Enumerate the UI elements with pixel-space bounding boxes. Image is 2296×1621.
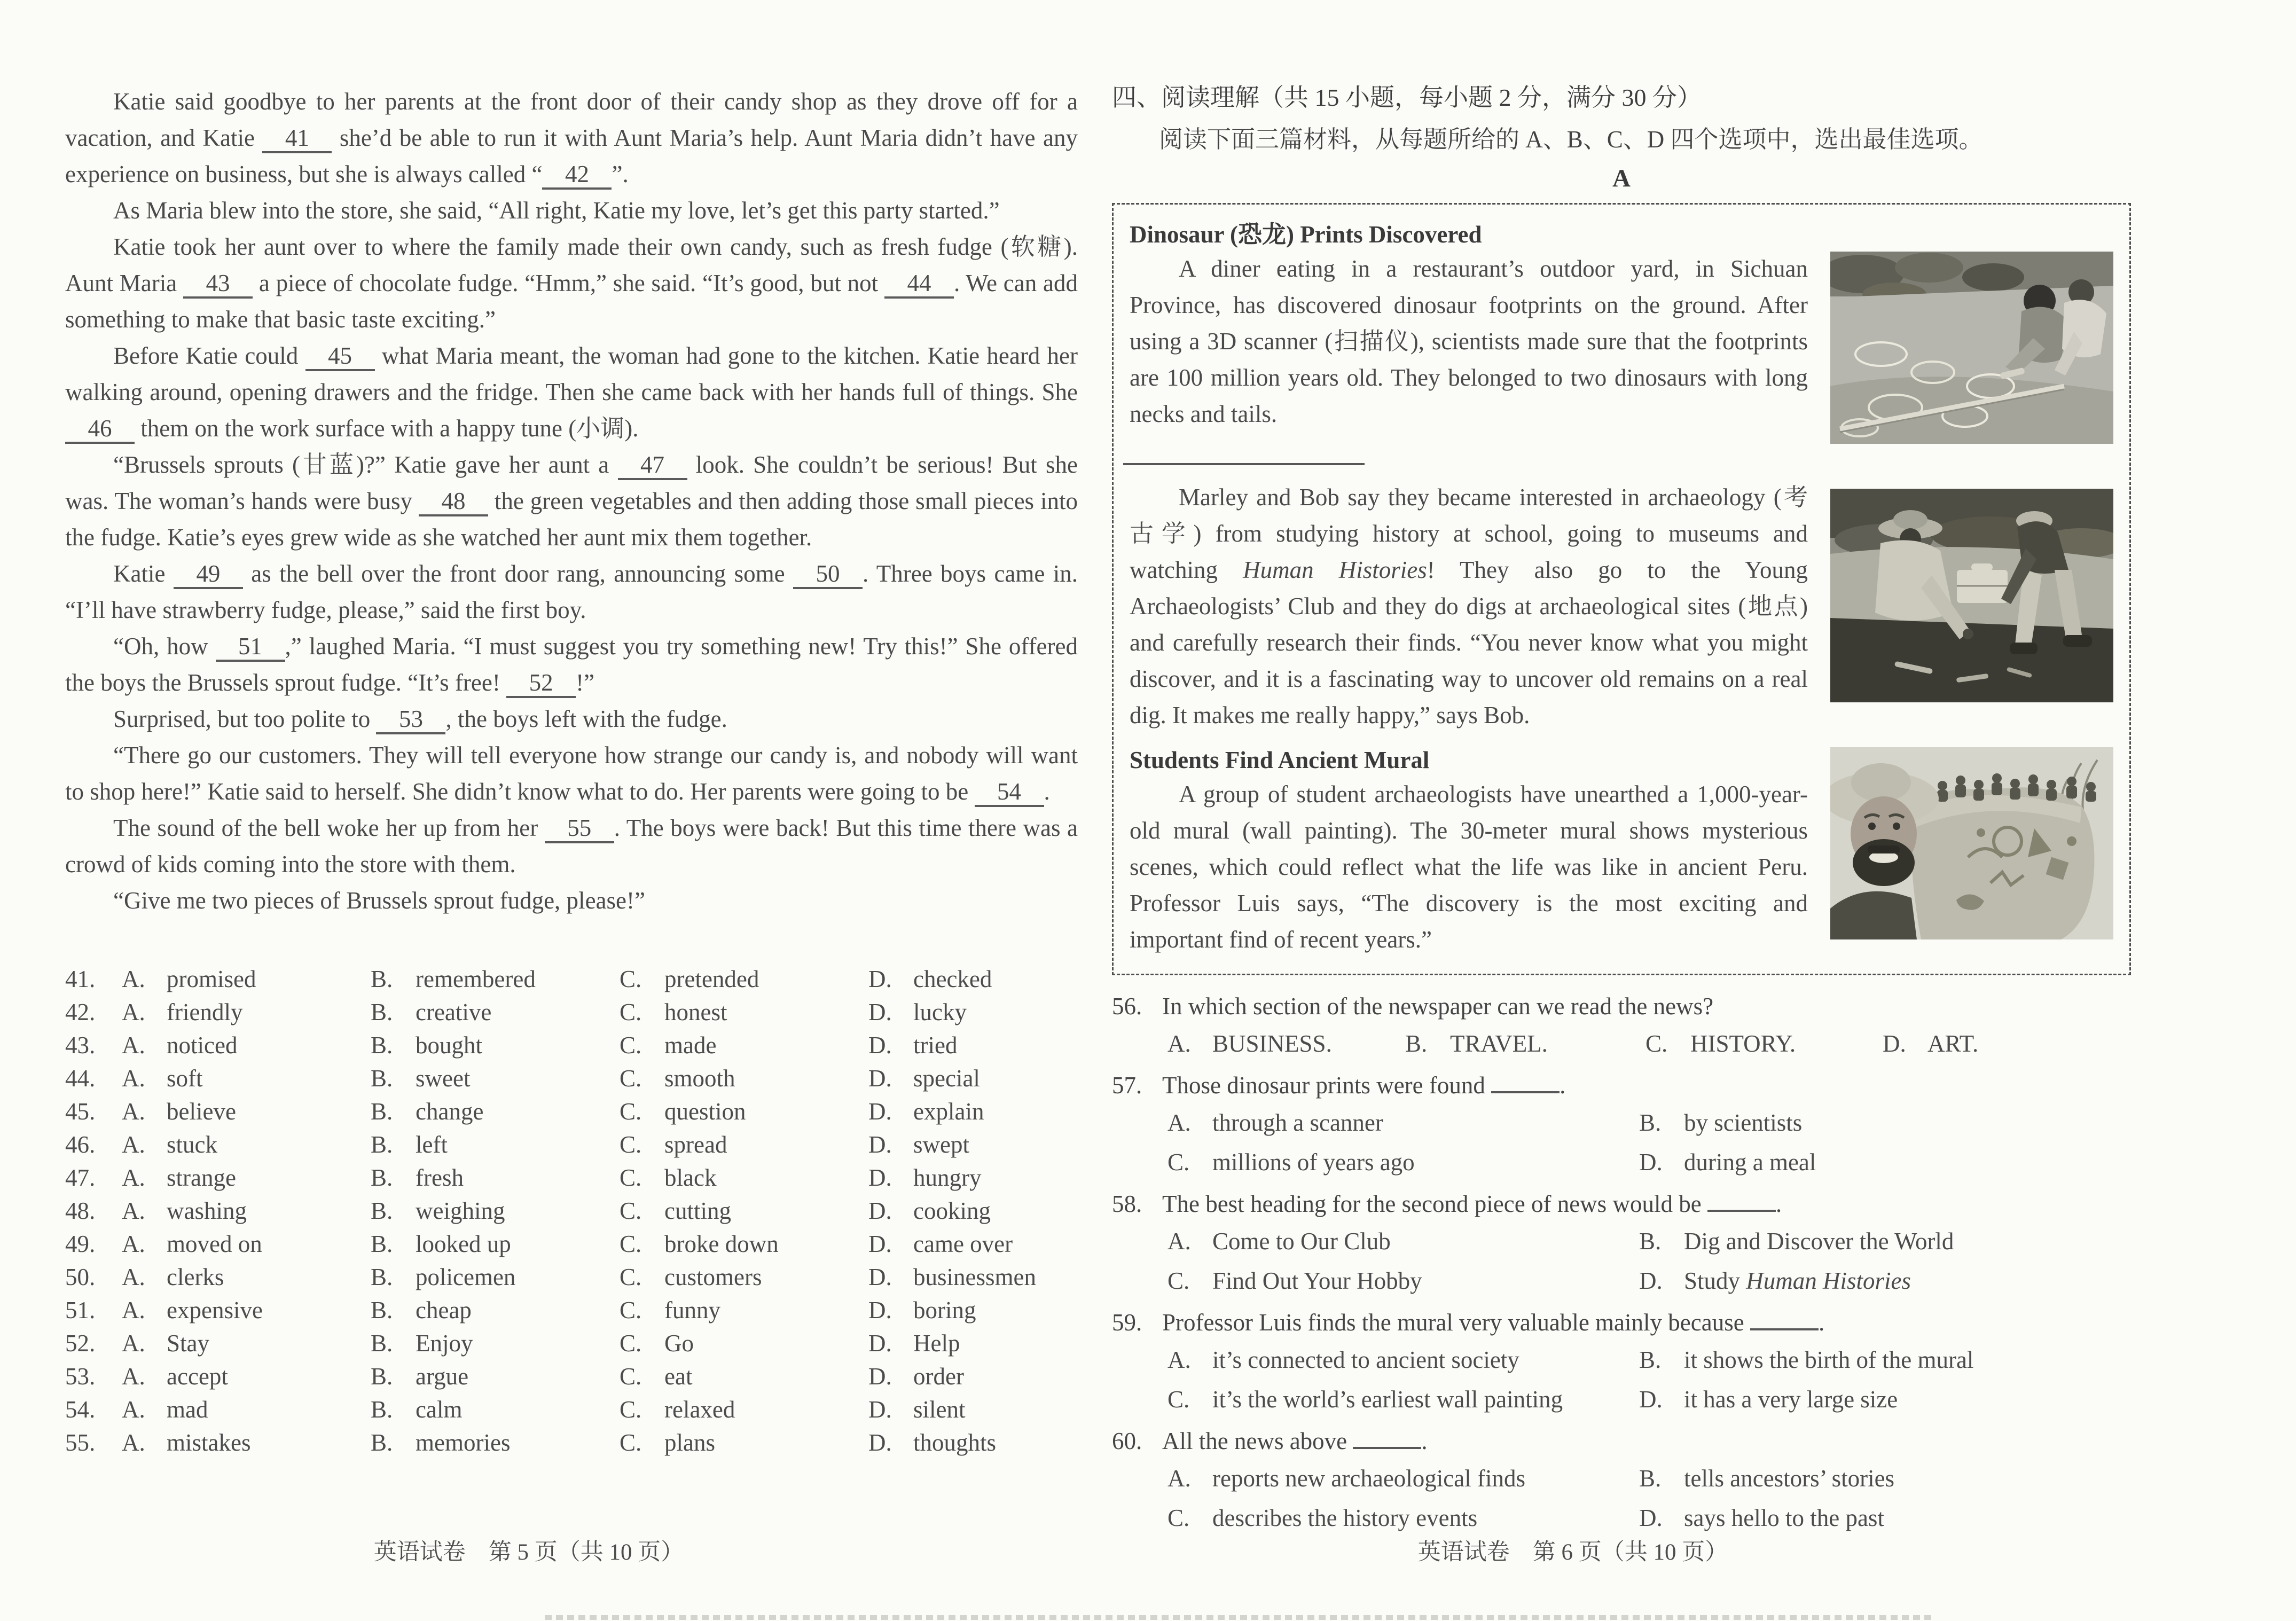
option-41-D: D. checked	[868, 962, 1078, 996]
option-43-A: A. noticed	[122, 1029, 371, 1062]
option-53-C: C. eat	[620, 1360, 868, 1393]
option-letter: B.	[1639, 1465, 1662, 1492]
option-letter: C.	[1167, 1149, 1190, 1176]
option-letter: B.	[371, 1032, 393, 1059]
option-53-D: D. order	[868, 1360, 1078, 1393]
option-row-53	[65, 1360, 1078, 1393]
option-letter: D.	[868, 1297, 892, 1324]
option-48-A: A. washing	[122, 1194, 371, 1227]
option-row-41	[65, 962, 1078, 996]
option-letter: C.	[620, 1032, 642, 1059]
option-letter: D.	[868, 1264, 892, 1290]
article-marley-bob	[1130, 479, 2113, 733]
section-title: 四、阅读理解（共 15 小题，每小题 2 分，满分 30 分）	[1112, 84, 1702, 111]
option-58-D: D. Study Human Histories	[1639, 1264, 2131, 1298]
option-letter: D.	[868, 1131, 892, 1158]
option-55-C: C. plans	[620, 1426, 868, 1459]
option-letter: A.	[122, 1065, 145, 1092]
option-row-51	[65, 1294, 1078, 1327]
article-dinosaur-prints	[1130, 218, 2113, 444]
question-59	[1112, 1305, 2131, 1416]
option-row-50	[65, 1260, 1078, 1294]
option-56-B: B. TRAVEL.	[1405, 1027, 1645, 1061]
option-letter: B.	[371, 1330, 393, 1357]
option-letter: A.	[122, 1396, 145, 1423]
option-57-C: C. millions of years ago	[1167, 1145, 1639, 1179]
option-42-D: D. lucky	[868, 996, 1078, 1029]
option-letter: A.	[122, 1131, 145, 1158]
option-number: 50.	[65, 1264, 96, 1290]
article-text-marley-bob: Marley and Bob say they became interested in archaeology (考古学) from studying history at school, going to museums and watching Human Histories! They also go to the Young Archaeologists’ Club and they do digs at archaeological sites (地点) and carefully research their finds. “You never know what you might discover, and it is a fascinating way to uncover old remains on a real dig. It makes me really happy,” says Bob.	[1130, 484, 1808, 729]
option-letter: C.	[620, 1363, 642, 1390]
right-page-footer: 英语试卷 第 6 页（共 10 页）	[1417, 1540, 1728, 1565]
option-53-A: A. accept	[122, 1360, 371, 1393]
option-number: 45.	[65, 1098, 96, 1125]
missing-heading-line	[1123, 463, 1365, 465]
option-42-A: A. friendly	[122, 996, 371, 1029]
answer-blank	[1707, 1188, 1776, 1212]
excavation-dig-photo	[1830, 489, 2113, 702]
cloze-passage	[65, 83, 1078, 919]
question-58	[1112, 1187, 2131, 1298]
cloze-paragraph: Katie took her aunt over to where the family made their own candy, such as fresh fudge (软糖). Aunt Maria 43 a piece of chocolate fudge. “Hmm,” she said. “It’s good, but not 44 . We can add something to make that basic taste exciting.”	[65, 233, 1078, 333]
option-letter: C.	[1645, 1030, 1668, 1057]
option-50-D: D. businessmen	[868, 1260, 1078, 1294]
question-options-60	[1112, 1461, 2131, 1535]
option-letter: C.	[620, 1065, 642, 1092]
option-letter: C.	[620, 1429, 642, 1456]
option-letter: D.	[868, 1164, 892, 1191]
option-letter: C.	[1167, 1267, 1190, 1294]
option-letter: C.	[620, 966, 642, 992]
option-letter: B.	[1639, 1346, 1662, 1373]
option-59-C: C. it’s the world’s earliest wall painting	[1167, 1382, 1639, 1416]
cloze-paragraph: Before Katie could 45 what Maria meant, the woman had gone to the kitchen. Katie heard her walking around, opening drawers and the fridge. Then she came back with her hands full of things. She 46 them on the work surface with a happy tune (小调).	[65, 338, 1078, 447]
option-number: 46.	[65, 1131, 96, 1158]
option-letter: B.	[371, 1231, 393, 1257]
section-instructions: 阅读下面三篇材料，从每题所给的 A、B、C、D 四个选项中，选出最佳选项。	[1159, 126, 1983, 153]
option-row-48	[65, 1194, 1078, 1227]
article-ancient-mural	[1130, 744, 2113, 958]
option-54-A: A. mad	[122, 1393, 371, 1426]
right-page	[1112, 79, 2131, 1535]
option-letter: D.	[868, 1363, 892, 1390]
option-letter: B.	[371, 1297, 393, 1324]
option-letter: C.	[620, 1297, 642, 1324]
option-letter: A.	[122, 1098, 145, 1125]
option-49-B: B. looked up	[371, 1227, 620, 1260]
option-45-B: B. change	[371, 1095, 620, 1128]
dinosaur-footprints-photo	[1830, 252, 2113, 444]
option-59-A: A. it’s connected to ancient society	[1167, 1343, 1639, 1377]
option-55-D: D. thoughts	[868, 1426, 1078, 1459]
question-options-57	[1112, 1106, 2131, 1179]
option-letter: C.	[620, 1197, 642, 1224]
option-row-47	[65, 1161, 1078, 1194]
cloze-paragraph: “Oh, how 51 ,” laughed Maria. “I must suggest you try something new! Try this!” She offered the boys the Brussels sprout fudge. “It’s free! 52 !”	[65, 628, 1078, 701]
article-text-mural: A group of student archaeologists have unearthed a 1,000-year-old mural (wall painting). The 30-meter mural shows mysterious scenes, which could reflect what the life was like in ancient Peru. Professor Luis says, “The discovery is the most exciting and important find of recent years.”	[1130, 781, 1808, 953]
cloze-blank-47: 47	[618, 451, 687, 480]
mural-selfie-photo-image	[1830, 747, 2113, 939]
question-text-57: 57. Those dinosaur prints were found .	[1112, 1068, 2131, 1102]
option-letter: B.	[371, 1197, 393, 1224]
option-letter: C.	[620, 1330, 642, 1357]
option-row-44	[65, 1062, 1078, 1095]
article-title-dinosaur: Dinosaur (恐龙) Prints Discovered	[1130, 221, 1482, 248]
option-49-C: C. broke down	[620, 1227, 868, 1260]
scan-edge-artifact	[545, 1615, 1933, 1620]
cloze-blank-49: 49	[174, 560, 243, 589]
option-letter: A.	[1167, 1465, 1191, 1492]
option-60-B: B. tells ancestors’ stories	[1639, 1461, 2131, 1495]
option-50-A: A. clerks	[122, 1260, 371, 1294]
excavation-dig-photo-image	[1830, 489, 2113, 702]
cloze-blank-48: 48	[419, 488, 488, 516]
option-43-D: D. tried	[868, 1029, 1078, 1062]
option-48-D: D. cooking	[868, 1194, 1078, 1227]
option-letter: B.	[371, 1264, 393, 1290]
option-54-D: D. silent	[868, 1393, 1078, 1426]
option-55-B: B. memories	[371, 1426, 620, 1459]
option-54-C: C. relaxed	[620, 1393, 868, 1426]
option-51-B: B. cheap	[371, 1294, 620, 1327]
option-letter: C.	[620, 1396, 642, 1423]
dinosaur-footprints-photo-image	[1830, 252, 2113, 444]
option-letter: A.	[1167, 1346, 1191, 1373]
option-letter: B.	[371, 1363, 393, 1390]
option-48-B: B. weighing	[371, 1194, 620, 1227]
option-letter: D.	[1639, 1149, 1663, 1176]
mural-selfie-photo	[1830, 747, 2113, 939]
option-row-46	[65, 1128, 1078, 1161]
option-60-D: D. says hello to the past	[1639, 1501, 2131, 1535]
option-number: 49.	[65, 1231, 96, 1257]
option-53-B: B. argue	[371, 1360, 620, 1393]
option-letter: A.	[122, 1330, 145, 1357]
option-58-C: C. Find Out Your Hobby	[1167, 1264, 1639, 1298]
cloze-paragraph: As Maria blew into the store, she said, “All right, Katie my love, let’s get this party started.”	[113, 197, 1000, 224]
option-51-A: A. expensive	[122, 1294, 371, 1327]
option-letter: D.	[868, 1396, 892, 1423]
option-letter: C.	[1167, 1386, 1190, 1413]
option-number: 42.	[65, 999, 96, 1025]
option-50-B: B. policemen	[371, 1260, 620, 1294]
option-letter: A.	[122, 1197, 145, 1224]
option-letter: A.	[1167, 1109, 1191, 1136]
question-57	[1112, 1068, 2131, 1179]
option-number: 52.	[65, 1330, 96, 1357]
cloze-blank-42: 42	[542, 161, 612, 190]
question-text-59: 59. Professor Luis finds the mural very valuable mainly because .	[1112, 1305, 2131, 1340]
option-letter: A.	[122, 1164, 145, 1191]
cloze-blank-54: 54	[975, 778, 1044, 807]
option-letter: C.	[1167, 1505, 1190, 1531]
article-title-mural: Students Find Ancient Mural	[1130, 747, 1430, 773]
option-letter: D.	[868, 1231, 892, 1257]
option-letter: B.	[371, 966, 393, 992]
cloze-paragraph: The sound of the bell woke her up from her 55 . The boys were back! But this time there was a crowd of kids coming into the store with them.	[65, 815, 1078, 878]
option-letter: B.	[371, 1396, 393, 1423]
option-50-C: C. customers	[620, 1260, 868, 1294]
option-58-B: B. Dig and Discover the World	[1639, 1224, 2131, 1258]
option-number: 41.	[65, 966, 96, 992]
option-letter: D.	[868, 1197, 892, 1224]
option-57-D: D. during a meal	[1639, 1145, 2131, 1179]
answer-blank	[1353, 1426, 1421, 1449]
question-options-56	[1112, 1027, 2131, 1061]
option-letter: A.	[122, 1297, 145, 1324]
cloze-blank-43: 43	[183, 270, 253, 299]
option-row-52	[65, 1327, 1078, 1360]
option-52-D: D. Help	[868, 1327, 1078, 1360]
option-row-43	[65, 1029, 1078, 1062]
option-number: 44.	[65, 1065, 96, 1092]
option-letter: A.	[122, 966, 145, 992]
option-46-A: A. stuck	[122, 1128, 371, 1161]
question-number: 58.	[1112, 1191, 1142, 1217]
option-57-B: B. by scientists	[1639, 1106, 2131, 1140]
option-letter: C.	[620, 1131, 642, 1158]
option-number: 43.	[65, 1032, 96, 1059]
option-letter: A.	[1167, 1228, 1191, 1255]
option-56-D: D. ART.	[1883, 1027, 2131, 1061]
option-54-B: B. calm	[371, 1393, 620, 1426]
option-46-C: C. spread	[620, 1128, 868, 1161]
option-60-A: A. reports new archaeological finds	[1167, 1461, 1639, 1495]
option-number: 54.	[65, 1396, 96, 1423]
question-number: 56.	[1112, 993, 1142, 1020]
passage-label: A	[1612, 165, 1631, 192]
option-number: 47.	[65, 1164, 96, 1191]
question-56	[1112, 989, 2131, 1061]
option-41-B: B. remembered	[371, 962, 620, 996]
option-letter: C.	[620, 1264, 642, 1290]
left-page	[65, 83, 1078, 1459]
question-number: 57.	[1112, 1072, 1142, 1099]
option-42-B: B. creative	[371, 996, 620, 1029]
article-text-dinosaur: A diner eating in a restaurant’s outdoor yard, in Sichuan Province, has discovered dinosaur footprints on the ground. After using a 3D scanner (扫描仪), scientists made sure that the footprints are 100 million years old. They belonged to two dinosaurs with long necks and tails.	[1130, 255, 1808, 427]
option-letter: D.	[868, 1098, 892, 1125]
question-number: 60.	[1112, 1428, 1142, 1454]
option-letter: B.	[371, 1065, 393, 1092]
option-41-A: A. promised	[122, 962, 371, 996]
option-47-D: D. hungry	[868, 1161, 1078, 1194]
option-letter: D.	[868, 1330, 892, 1357]
option-48-C: C. cutting	[620, 1194, 868, 1227]
option-45-D: D. explain	[868, 1095, 1078, 1128]
option-row-49	[65, 1227, 1078, 1260]
option-letter: D.	[1639, 1505, 1663, 1531]
option-52-B: B. Enjoy	[371, 1327, 620, 1360]
cloze-blank-55: 55	[545, 815, 614, 843]
option-letter: D.	[1639, 1386, 1663, 1413]
question-text-56: 56. In which section of the newspaper can we read the news?	[1112, 989, 2131, 1023]
option-letter: D.	[1883, 1030, 1906, 1057]
cloze-paragraph: “Give me two pieces of Brussels sprout fudge, please!”	[113, 887, 645, 914]
option-row-55	[65, 1426, 1078, 1459]
option-42-C: C. honest	[620, 996, 868, 1029]
question-options-58	[1112, 1224, 2131, 1298]
option-45-C: C. question	[620, 1095, 868, 1128]
cloze-paragraph: “Brussels sprouts (甘蓝)?” Katie gave her aunt a 47 look. She couldn’t be serious! But she was. The woman’s hands were busy 48 the green vegetables and then adding those small pieces into the fudge. Katie’s eyes grew wide as she watched her aunt mix them together.	[65, 451, 1078, 551]
option-51-C: C. funny	[620, 1294, 868, 1327]
option-letter: D.	[868, 966, 892, 992]
option-letter: D.	[1639, 1267, 1663, 1294]
option-43-C: C. made	[620, 1029, 868, 1062]
option-row-54	[65, 1393, 1078, 1426]
option-row-45	[65, 1095, 1078, 1128]
option-letter: A.	[122, 999, 145, 1025]
answer-blank	[1750, 1307, 1819, 1330]
option-letter: B.	[1639, 1228, 1662, 1255]
option-letter: C.	[620, 1098, 642, 1125]
option-letter: B.	[371, 999, 393, 1025]
option-41-C: C. pretended	[620, 962, 868, 996]
option-44-D: D. special	[868, 1062, 1078, 1095]
question-text-58: 58. The best heading for the second piece of news would be .	[1112, 1187, 2131, 1221]
option-52-C: C. Go	[620, 1327, 868, 1360]
option-57-A: A. through a scanner	[1167, 1106, 1639, 1140]
option-52-A: A. Stay	[122, 1327, 371, 1360]
answer-blank	[1491, 1070, 1560, 1093]
option-55-A: A. mistakes	[122, 1426, 371, 1459]
option-letter: A.	[122, 1429, 145, 1456]
question-60	[1112, 1424, 2131, 1535]
option-letter: A.	[1167, 1030, 1191, 1057]
cloze-blank-51: 51	[216, 633, 285, 662]
left-page-footer: 英语试卷 第 5 页（共 10 页）	[373, 1540, 684, 1565]
option-59-D: D. it has a very large size	[1639, 1382, 2131, 1416]
cloze-blank-50: 50	[793, 560, 863, 589]
cloze-blank-41: 41	[262, 124, 332, 153]
option-44-B: B. sweet	[371, 1062, 620, 1095]
option-51-D: D. boring	[868, 1294, 1078, 1327]
option-letter: C.	[620, 1231, 642, 1257]
option-letter: B.	[371, 1429, 393, 1456]
option-letter: B.	[371, 1164, 393, 1191]
option-43-B: B. bought	[371, 1029, 620, 1062]
option-44-A: A. soft	[122, 1062, 371, 1095]
option-59-B: B. it shows the birth of the mural	[1639, 1343, 2131, 1377]
option-letter: A.	[122, 1363, 145, 1390]
option-44-C: C. smooth	[620, 1062, 868, 1095]
cloze-blank-53: 53	[376, 706, 445, 734]
option-46-D: D. swept	[868, 1128, 1078, 1161]
option-47-B: B. fresh	[371, 1161, 620, 1194]
option-45-A: A. believe	[122, 1095, 371, 1128]
option-49-D: D. came over	[868, 1227, 1078, 1260]
option-46-B: B. left	[371, 1128, 620, 1161]
option-letter: D.	[868, 1429, 892, 1456]
cloze-paragraph: “There go our customers. They will tell everyone how strange our candy is, and nobody will want to shop here!” Katie said to herself. She didn’t know what to do. Her parents were going to be 54 .	[65, 737, 1078, 810]
option-number: 53.	[65, 1363, 96, 1390]
option-number: 51.	[65, 1297, 96, 1324]
cloze-blank-46: 46	[65, 415, 135, 444]
question-options-59	[1112, 1343, 2131, 1416]
option-row-42	[65, 996, 1078, 1029]
option-47-C: C. black	[620, 1161, 868, 1194]
option-letter: B.	[1405, 1030, 1428, 1057]
cloze-options	[65, 962, 1078, 1459]
option-letter: B.	[1639, 1109, 1662, 1136]
option-letter: A.	[122, 1264, 145, 1290]
option-letter: C.	[620, 1164, 642, 1191]
option-56-A: A. BUSINESS.	[1167, 1027, 1405, 1061]
cloze-blank-44: 44	[884, 270, 954, 299]
option-letter: D.	[868, 1065, 892, 1092]
option-58-A: A. Come to Our Club	[1167, 1224, 1639, 1258]
option-49-A: A. moved on	[122, 1227, 371, 1260]
question-number: 59.	[1112, 1309, 1142, 1336]
option-letter: C.	[620, 999, 642, 1025]
option-letter: A.	[122, 1231, 145, 1257]
cloze-paragraph: Katie said goodbye to her parents at the front door of their candy shop as they drove off for a vacation, and Katie 41 she’d be able to run it with Aunt Maria’s help. Aunt Maria didn’t have any experience on business, but she is always called “ 42 ”.	[65, 83, 1078, 192]
option-47-A: A. strange	[122, 1161, 371, 1194]
cloze-paragraph: Surprised, but too polite to 53 , the boys left with the fudge.	[65, 701, 1078, 737]
cloze-blank-45: 45	[305, 342, 375, 371]
option-number: 55.	[65, 1429, 96, 1456]
option-letter: B.	[371, 1098, 393, 1125]
option-letter: D.	[868, 1032, 892, 1059]
option-number: 48.	[65, 1197, 96, 1224]
option-letter: A.	[122, 1032, 145, 1059]
reading-passage-box	[1112, 203, 2131, 975]
option-letter: D.	[868, 999, 892, 1025]
cloze-blank-52: 52	[506, 669, 576, 698]
option-letter: B.	[371, 1131, 393, 1158]
option-56-C: C. HISTORY.	[1645, 1027, 1883, 1061]
reading-questions	[1112, 989, 2131, 1535]
question-text-60: 60. All the news above .	[1112, 1424, 2131, 1458]
cloze-paragraph: Katie 49 as the bell over the front door rang, announcing some 50 . Three boys came in. “I’ll have strawberry fudge, please,” said the first boy.	[65, 560, 1078, 623]
option-60-C: C. describes the history events	[1167, 1501, 1639, 1535]
